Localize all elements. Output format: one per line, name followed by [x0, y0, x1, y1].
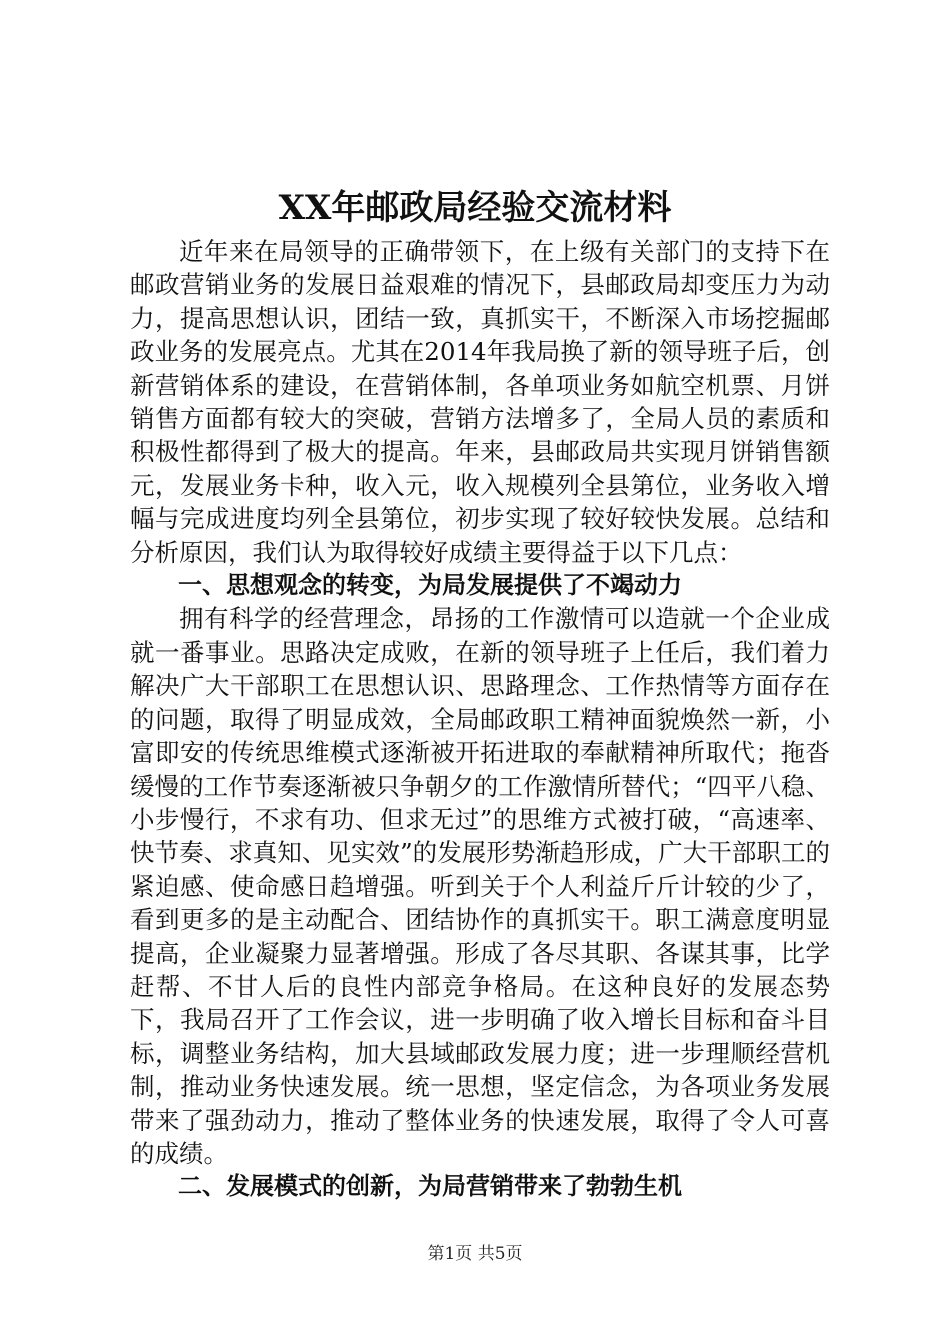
document-title: XX年邮政局经验交流材料	[278, 188, 672, 228]
section-heading-1: 一、思想观念的转变，为局发展提供了不竭动力	[178, 571, 682, 600]
page-number-footer: 第1页 共5页	[427, 1244, 523, 1264]
section-heading-2: 二、发展模式的创新，为局营销带来了勃勃生机	[178, 1172, 682, 1201]
paragraph-section-1: 拥有科学的经营理念，昂扬的工作激情可以造就一个企业成就一番事业。思路决定成败，在新的领导班子上任后，我们着力解决广大干部职工在思想认识、思路理念、工作热情等方面存在的问题，取得了明显成效，全局邮政职工精神面貌焕然一新，小富即安的传统思维模式逐渐被开拓进取的奉献精神所取代；拖沓缓慢的工作节奏逐渐被只争朝夕的工作激情所替代；“四平八稳、小步慢行，不求有功、但求无过”的思维方式被打破，“高速率、快节奏、求真知、见实效”的发展形势渐趋形成，广大干部职工的紧迫感、使命感日趋增强。听到关于个人利益斤斤计较的少了，看到更多的是主动配合、团结协作的真抓实干。职工满意度明显提高，企业凝聚力显著增强。形成了各尽其职、各谋其事，比学赶帮、不甘人后的良性内部竞争格局。在这种良好的发展态势下，我局召开了工作会议，进一步明确了收入增长目标和奋斗目标，调整业务结构，加大县域邮政发展力度；进一步理顺经营机制，推动业务快速发展。统一思想，坚定信念，为各项业务发展带来了强劲动力，推动了整体业务的快速发展，取得了令人可喜的成绩。	[130, 604, 830, 1168]
paragraph-intro: 近年来在局领导的正确带领下，在上级有关部门的支持下在邮政营销业务的发展日益艰难的情况下，县邮政局却变压力为动力，提高思想认识，团结一致，真抓实干，不断深入市场挖掘邮政业务的发展亮点。尤其在2014年我局换了新的领导班子后，创新营销体系的建设，在营销体制，各单项业务如航空机票、月饼销售方面都有较大的突破，营销方法增多了，全局人员的素质和积极性都得到了极大的提高。年来，县邮政局共实现月饼销售额元，发展业务卡种，收入元，收入规模列全县第位，业务收入增幅与完成进度均列全县第位，初步实现了较好较快发展。总结和分析原因，我们认为取得较好成绩主要得益于以下几点：	[130, 237, 830, 567]
document-body	[130, 235, 830, 1204]
